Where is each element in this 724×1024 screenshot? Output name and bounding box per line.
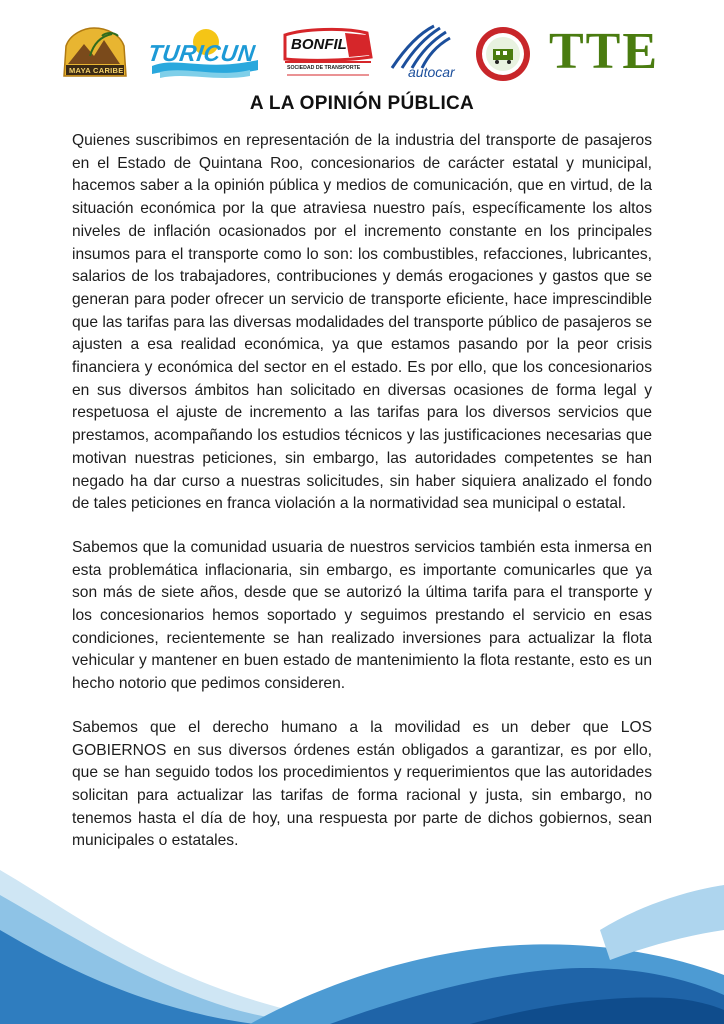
- turicun-logo: [146, 26, 264, 80]
- bonfil-logo: [283, 27, 373, 79]
- tte-logo: [546, 24, 666, 80]
- tte-text: TTE: [549, 23, 660, 80]
- document-body: [72, 130, 652, 853]
- bonfil-subtext: SOCIEDAD DE TRANSPORTE: [287, 65, 361, 71]
- autocar-text: autocar: [408, 64, 455, 80]
- bonfil-bus-icon: [283, 27, 373, 79]
- logo-bar: [0, 0, 724, 90]
- circular-seal-logo: [474, 25, 532, 83]
- paragraph-2: Sabemos que la comunidad usuaria de nuestros servicios también esta inmersa en esta problemática inflacionaria, sin embargo, es importante comunicarles que ya son más de siete años, desde que se autorizó la última tarifa para el transporte y los concesionarios hemos soportado y seguimos prestando el servicio en esas condiciones, recientemente se han realizado inversiones para actualizar la flota vehicular y mantener en buen estado de mantenimiento la flota restante, esto es un hecho notorio que pedimos consideren.: [72, 538, 652, 693]
- seal-emblem-icon: [474, 25, 532, 83]
- maya-caribe-logo: [60, 26, 128, 78]
- page-title: A LA OPINIÓN PÚBLICA: [249, 93, 475, 114]
- bonfil-text: BONFIL: [291, 36, 347, 53]
- paragraph-1: Quienes suscribimos en representación de la industria del transporte de pasajeros en el Estado de Quintana Roo, concesionarios de carácter estatal y municipal, hacemos saber a la opinión pública y medios de comunicación, que en virtud, de la situación económica por la que atraviesa nuestro país, específicamente los altos niveles de inflación ocasionados por el incremento constante en los principales insumos para el transporte como lo son: los combustibles, refacciones, lubricantes, salarios de los trabajadores, contribuciones y demás erogaciones y gastos que se generan para poder ofrecer un servicio de transporte eficiente, hace imprescindible que las tarifas para las diversas modalidades del transporte público de pasajeros se ajusten a esa realidad económica, ya que estamos pasando por la peor crisis financiera y económica del sector en el estado. Es por ello, que los concesionarios en sus diversos ámbitos han solicitado en diversas ocasiones de forma legal y respetuosa el ajuste de incremento a las tarifas para los diversos servicios que prestamos, acompañando los estudios técnicos y las justificaciones necesarias que motivan nuestras peticiones, sin embargo, las autoridades competentes se han negado ha dar curso a nuestras solicitudes, sin haber siquiera analizado el fondo de tales peticiones en franca violación a la normatividad sea municipal o estatal.: [72, 132, 652, 513]
- maya-caribe-text: MAYA CARIBE: [69, 66, 124, 75]
- paragraph-3: Sabemos que el derecho humano a la movilidad es un deber que LOS GOBIERNOS en sus diversos órdenes están obligados a garantizar, es por ello, que se han seguido todos los procedimientos y requerimientos que las autoridades solicitan para actualizar las tarifas de forma racional y justa, sin embargo, no tenemos hasta el día de hoy, una respuesta por parte de dichos gobiernos, sean municipales o estatales.: [72, 718, 652, 850]
- turicun-text: TURICUN: [146, 40, 257, 66]
- autocar-logo: [386, 24, 468, 82]
